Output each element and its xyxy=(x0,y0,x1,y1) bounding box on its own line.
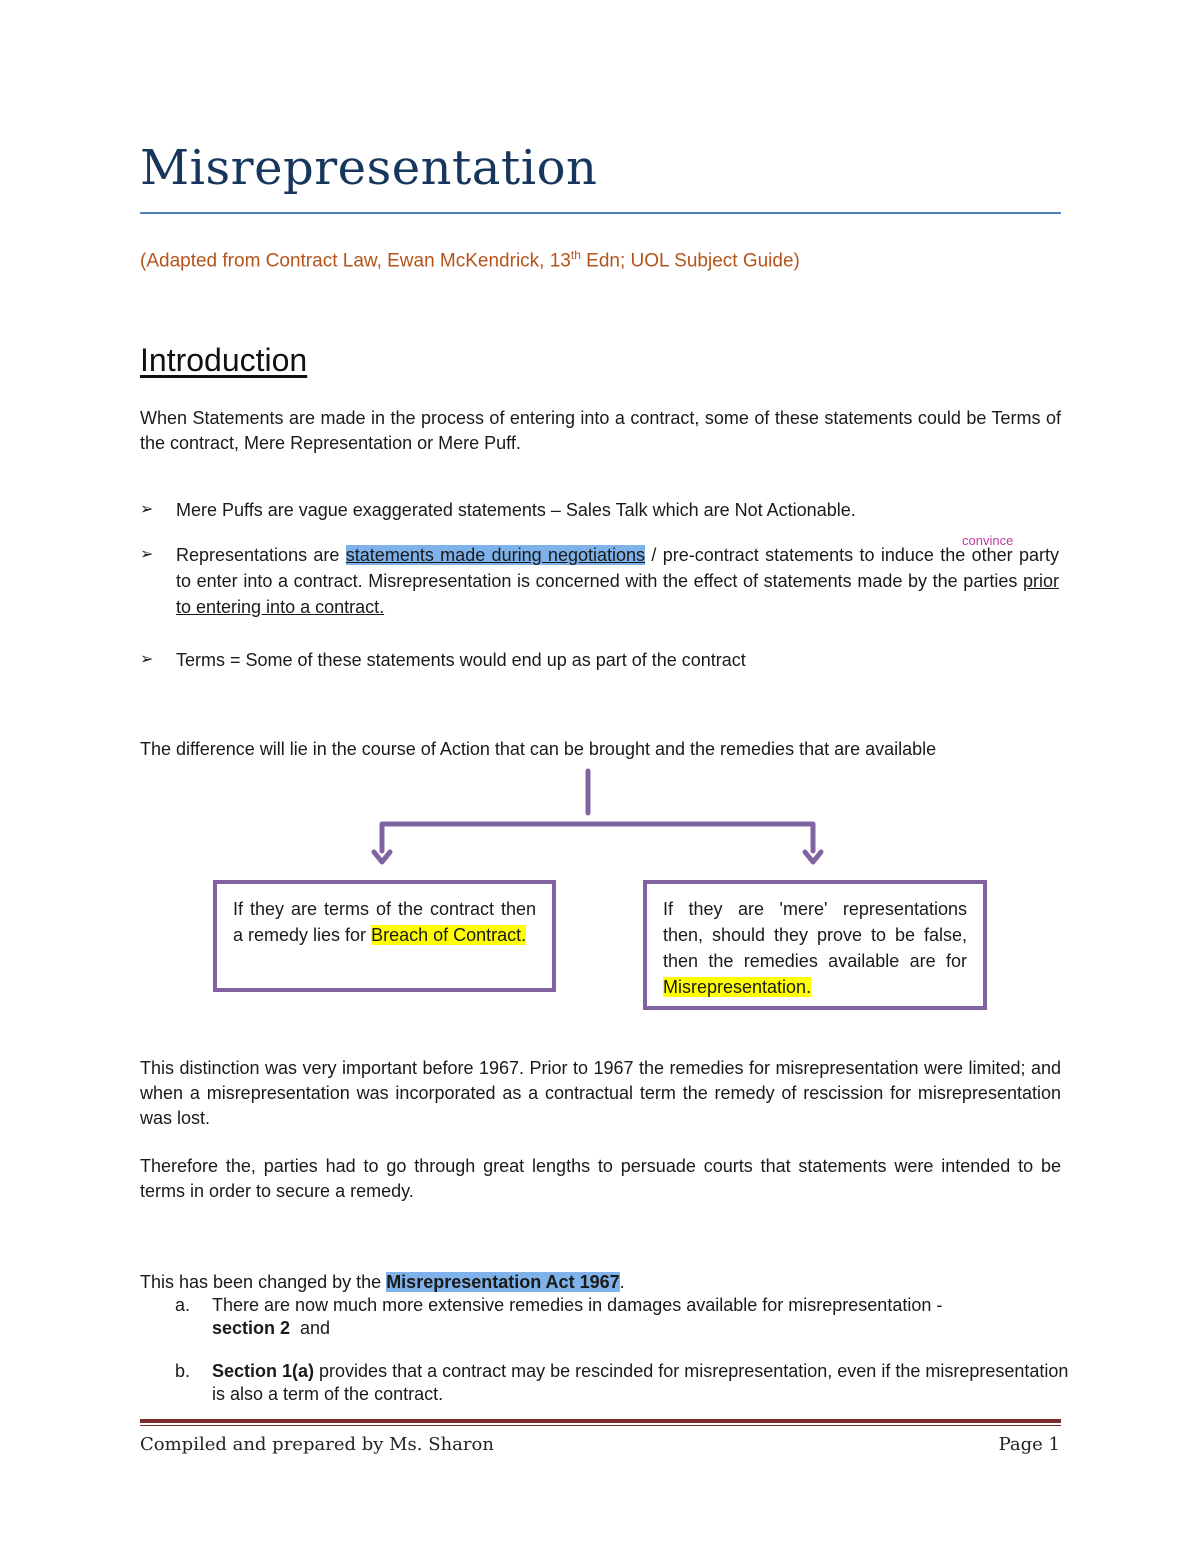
box-terms-of-contract: If they are terms of the contract then a remedy lies for Breach of Contract. xyxy=(213,880,556,992)
footer-rule-thin xyxy=(140,1425,1061,1426)
margin-note-convince: convince xyxy=(962,533,1014,548)
therefore-paragraph: Therefore the, parties had to go through great lengths to persuade courts that statements were intended to be terms in order to secure a remedy. xyxy=(140,1156,1061,1201)
document-title: Misrepresentation xyxy=(140,140,598,196)
box-mere-representations: If they are 'mere' representations then, should they prove to be false, then the remedies available are for Misrepresentation. xyxy=(643,880,987,1010)
connector-branch xyxy=(382,824,813,851)
act-paragraph: This has been changed by the Misrepresentation Act 1967. xyxy=(140,1272,625,1292)
highlight-breach: Breach of Contract. xyxy=(371,925,527,945)
footer-author: Compiled and prepared by Ms. Sharon xyxy=(140,1434,494,1455)
intro-paragraph: When Statements are made in the process of entering into a contract, some of these statements could be Terms of the contract, Mere Representation or Mere Puff. xyxy=(140,408,1061,453)
arrow-bullet-icon: ➢ xyxy=(140,651,154,668)
footer-page-number: Page 1 xyxy=(998,1434,1060,1455)
list-item-b: b. Section 1(a) provides that a contract may be rescinded for misrepresentation, even if the misrepresentation is also a term of the contract. xyxy=(175,1361,1069,1404)
bullet-representations: ➢ Representations are statements made during negotiations / pre-contract statements to induce the other party to enter into a contract. Misrepresentation is concerned with the effect of statements made by the parties prior to entering into a contract. xyxy=(140,542,1061,622)
distinction-paragraph: This distinction was very important before 1967. Prior to 1967 the remedies for misrepresentation were limited; and when a misrepresentation was incorporated as a contractual term the remedy of rescission for misrepresentation was lost. xyxy=(140,1058,1061,1128)
highlight-misrepresentation: Misrepresentation. xyxy=(663,977,812,997)
act-name-highlight: Misrepresentation Act 1967 xyxy=(386,1272,620,1292)
highlight-negotiations: statements made during negotiations xyxy=(345,545,646,565)
footer-rule-thick xyxy=(140,1419,1061,1423)
introduction-heading: Introduction xyxy=(140,342,308,378)
bullet-mere-puffs: ➢ Mere Puffs are vague exaggerated statements – Sales Talk which are Not Actionable. xyxy=(140,497,1061,523)
list-item-a: a. There are now much more extensive remedies in damages available for misrepresentation - section 2 and xyxy=(175,1295,943,1338)
difference-paragraph: The difference will lie in the course of Action that can be brought and the remedies that are available xyxy=(140,739,937,759)
arrow-bullet-icon: ➢ xyxy=(140,546,154,563)
underline-prior: prior to entering into a contract. xyxy=(176,571,1059,617)
subtitle: (Adapted from Contract Law, Ewan McKendrick, 13th Edn; UOL Subject Guide) xyxy=(140,248,800,272)
arrow-bullet-icon: ➢ xyxy=(140,501,154,518)
bullet-terms: ➢ Terms = Some of these statements would end up as part of the contract xyxy=(140,647,1061,673)
